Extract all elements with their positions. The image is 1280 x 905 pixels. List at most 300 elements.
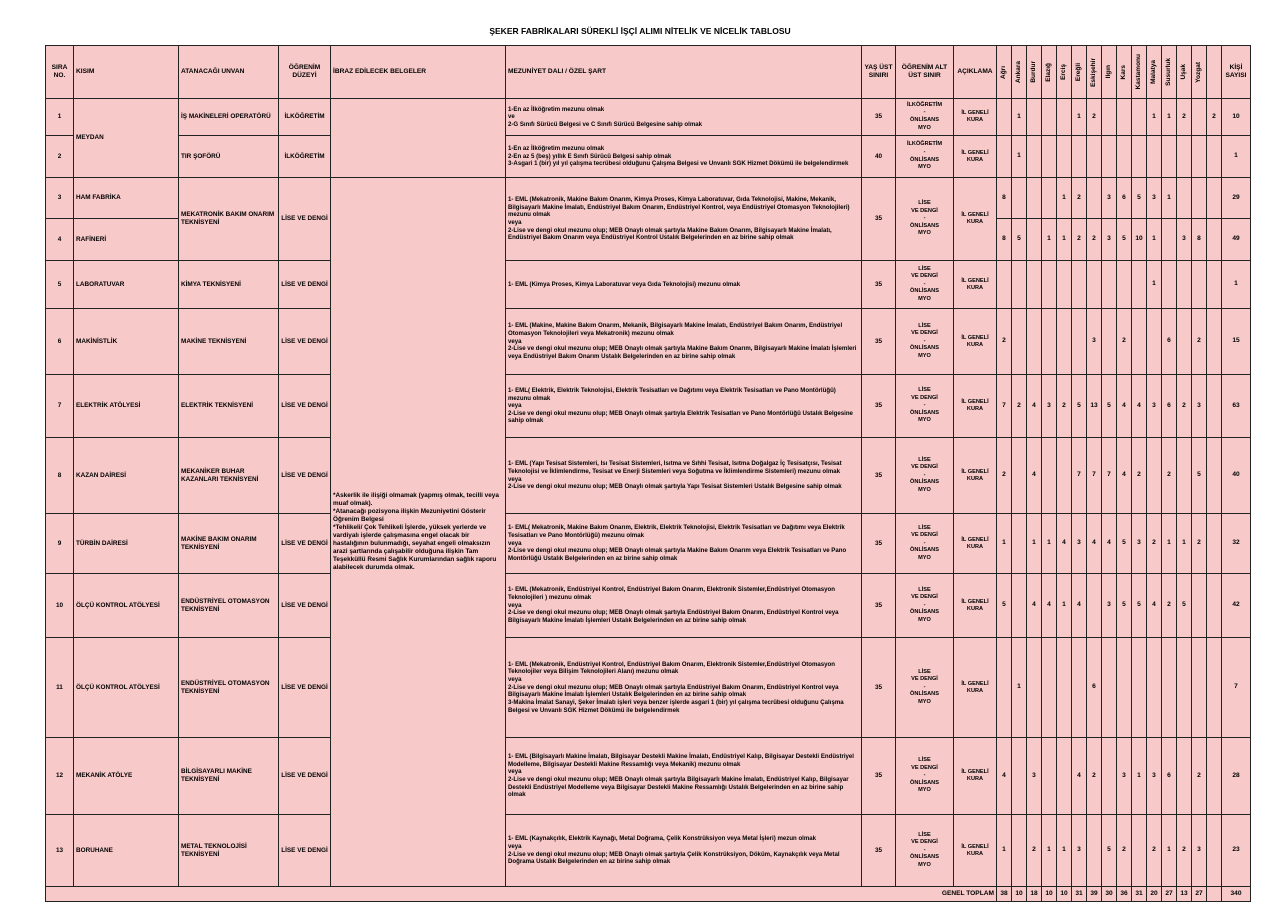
row-alt-ust: İLKÖĞRETİM - ÖNLİSANS MYO [896, 136, 954, 178]
row-city-count: 4 [1117, 375, 1132, 438]
table-row [46, 99, 1251, 136]
row-city-count [1207, 574, 1222, 638]
row-city-count: 2 [1147, 514, 1162, 574]
row-city-count [1207, 514, 1222, 574]
header-city: Kastamonu [1132, 46, 1147, 99]
row-city-count [1117, 638, 1132, 738]
table-row [46, 261, 1251, 309]
row-city-count: 5 [1192, 438, 1207, 514]
header-city: Malatya [1147, 46, 1162, 99]
row-city-count [1207, 815, 1222, 887]
table-row [46, 514, 1251, 574]
row-city-count: 2 [1012, 375, 1027, 438]
row-unvan: ENDÜSTRİYEL OTOMASYON TEKNİSYENİ [179, 638, 279, 738]
row-city-count [1162, 219, 1177, 261]
row-number: 12 [46, 738, 74, 815]
row-city-count [1102, 738, 1117, 815]
row-aciklama: İL GENELİ KURA [954, 514, 997, 574]
header-city: Uşak [1177, 46, 1192, 99]
row-city-count: 3 [1072, 815, 1087, 887]
row-unvan: ENDÜSTRİYEL OTOMASYON TEKNİSYENİ [179, 574, 279, 638]
row-alt-ust: LİSE VE DENGİ - ÖNLİSANS MYO [896, 438, 954, 514]
row-number: 3 [46, 178, 74, 219]
row-ogrenim: LİSE VE DENGİ [279, 261, 331, 309]
row-city-count: 2 [1177, 815, 1192, 887]
row-city-count: 5 [1117, 219, 1132, 261]
row-city-count: 8 [1192, 219, 1207, 261]
total-city-count: 27 [1162, 887, 1177, 902]
row-kisim: LABORATUVAR [74, 261, 179, 309]
row-number: 1 [46, 99, 74, 136]
row-city-count [1087, 574, 1102, 638]
row-alt-ust: LİSE VE DENGİ - ÖNLİSANS MYO [896, 815, 954, 887]
row-city-count: 2 [1117, 309, 1132, 375]
total-city-blank [1207, 887, 1222, 902]
row-city-count: 3 [1087, 309, 1102, 375]
header-city: Elazığ [1042, 46, 1057, 99]
row-city-count [1192, 574, 1207, 638]
row-city-count [1072, 309, 1087, 375]
row-aciklama: İL GENELİ KURA [954, 261, 997, 309]
row-yas: 40 [862, 136, 896, 178]
row-mezuniyet: 1- EML (Mekatronik, Makine Bakım Onarım, Kimya Proses, Kimya Laboratuvar, Gıda Teknolojisi, Makine, Mekanik, Bilgisayarlı Makine İmalatı, Endüstriyel Bakım Onarım, Endüstriyel Kontrol, veya Endüstriyel Otomasyon Teknolojileri) mezunu olmak veya 2-Lise ve dengi okul mezunu olup; MEB Onaylı olmak şartıyla Makine Bakım Onarım, Bilgisayarlı Makine İmalatı, Endüstriyel Bakım Onarım veya Endüstriyel Kontrol Ustalık Belgelerinden en az birine sahip olmak [506, 178, 862, 261]
row-kisi: 49 [1222, 219, 1251, 261]
total-row [46, 887, 1251, 902]
row-ogrenim: LİSE VE DENGİ [279, 375, 331, 438]
row-city-count: 1 [1012, 638, 1027, 738]
header-row [46, 46, 1251, 99]
row-kisi: 1 [1222, 261, 1251, 309]
row-yas: 35 [862, 738, 896, 815]
row-city-count: 1 [1162, 178, 1177, 219]
row-city-count [1027, 99, 1042, 136]
row-city-count [1192, 99, 1207, 136]
row-mezuniyet: 1- EML (Makine, Makine Bakım Onarım, Mekanik, Bilgisayarlı Makine İmalatı, Endüstriyel Bakım Onarım, Endüstriyel Otomasyon Teknolojileri veya Mekatronik) mezunu olmak veya 2-Lise ve dengi okul mezunu olup; MEB Onaylı olmak şartıyla Makine Bakım Onarım, Bilgisayarlı Makine İmalatı İşlemleri veya Endüstriyel Bakım Onarım Ustalık Belgelerinden en az birine sahip olmak [506, 309, 862, 375]
row-city-count [1012, 261, 1027, 309]
row-city-count [1102, 261, 1117, 309]
row-ogrenim: LİSE VE DENGİ [279, 514, 331, 574]
row-city-count: 2 [1177, 375, 1192, 438]
row-city-count [1162, 261, 1177, 309]
table-row [46, 438, 1251, 514]
row-city-count: 3 [1147, 738, 1162, 815]
row-city-count [1102, 309, 1117, 375]
total-city-count: 18 [1027, 887, 1042, 902]
row-city-count: 2 [1027, 815, 1042, 887]
row-city-count: 3 [1102, 574, 1117, 638]
row-city-count: 4 [1027, 375, 1042, 438]
row-city-count: 3 [1147, 375, 1162, 438]
row-kisi: 23 [1222, 815, 1251, 887]
header-city: Erciş [1057, 46, 1072, 99]
table-row [46, 309, 1251, 375]
row-city-count: 6 [1162, 738, 1177, 815]
row-unvan: İŞ MAKİNELERİ OPERATÖRÜ [179, 99, 279, 136]
row-city-count [1132, 99, 1147, 136]
row-aciklama: İL GENELİ KURA [954, 99, 997, 136]
row-yas: 35 [862, 99, 896, 136]
row-city-count: 3 [1177, 219, 1192, 261]
row-city-count [1207, 261, 1222, 309]
row-kisim: HAM FABRİKA [74, 178, 179, 219]
header-city: Ilgın [1102, 46, 1117, 99]
row-city-count: 2 [1072, 219, 1087, 261]
row-belgeler [331, 99, 506, 178]
row-city-count: 1 [1162, 815, 1177, 887]
row-mezuniyet: 1-En az İlköğretim mezunu olmak 2-En az 5 (beş) yıllık E Sınıfı Sürücü Belgesi sahip olmak 3-Asgari 1 (bir) yıl yıl çalışma tecrübesi olduğunu Çalışma Belgesi ve Unvanlı SGK Hizmet Dökümü ile belgelendirmek [506, 136, 862, 178]
row-city-count: 1 [1072, 99, 1087, 136]
row-mezuniyet: 1- EML (Yapı Tesisat Sistemleri, Isı Tesisat Sistemleri, Isıtma ve Sıhhi Tesisat, Isıtma Doğalgaz İç Tesisatçısı, Tesisat Teknolojisi ve İklimlendirme, Tesisat ve Enerji Sistemleri veya Soğutma ve İklimlendirme Sistemleri) mezunu olmak veya 2-Lise ve dengi okul mezunu olup; MEB Onaylı olmak şartıyla Yapı Tesisat Sistemleri Ustalık Belgesine sahip olmak [506, 438, 862, 514]
row-city-count: 1 [1042, 514, 1057, 574]
row-city-count: 3 [1042, 375, 1057, 438]
total-city-count: 38 [997, 887, 1012, 902]
row-city-count [1147, 136, 1162, 178]
row-city-count: 2 [1207, 99, 1222, 136]
row-city-count [1132, 638, 1147, 738]
row-city-count [1042, 438, 1057, 514]
row-city-count: 2 [1177, 99, 1192, 136]
row-city-count [1087, 136, 1102, 178]
row-number: 7 [46, 375, 74, 438]
row-city-count: 3 [1132, 514, 1147, 574]
row-number: 2 [46, 136, 74, 178]
row-aciklama: İL GENELİ KURA [954, 638, 997, 738]
row-city-count [1027, 309, 1042, 375]
row-yas: 35 [862, 815, 896, 887]
row-kisi: 7 [1222, 638, 1251, 738]
row-city-count [1207, 438, 1222, 514]
row-city-count [1042, 136, 1057, 178]
row-city-count [1042, 178, 1057, 219]
header-ogrenim: ÖĞRENİM DÜZEYİ [279, 46, 331, 99]
row-alt-ust: LİSE VE DENGİ - ÖNLİSANS MYO [896, 514, 954, 574]
table-row [46, 638, 1251, 738]
row-city-count: 1 [1147, 99, 1162, 136]
row-yas: 35 [862, 514, 896, 574]
header-city-blank [1207, 46, 1222, 99]
row-city-count [1132, 136, 1147, 178]
row-city-count: 1 [997, 514, 1012, 574]
row-city-count [1072, 136, 1087, 178]
row-city-count: 2 [1192, 514, 1207, 574]
table-row [46, 136, 1251, 178]
row-kisim: BORUHANE [74, 815, 179, 887]
row-ogrenim: İLKÖĞRETİM [279, 136, 331, 178]
row-city-count [1207, 375, 1222, 438]
header-city: Susurluk [1162, 46, 1177, 99]
row-city-count [1057, 261, 1072, 309]
row-aciklama: İL GENELİ KURA [954, 574, 997, 638]
total-city-count: 31 [1072, 887, 1087, 902]
row-number: 4 [46, 219, 74, 261]
row-city-count: 5 [1117, 514, 1132, 574]
header-city: Yozgat [1192, 46, 1207, 99]
row-kisim: MEKANİK ATÖLYE [74, 738, 179, 815]
row-city-count: 4 [1072, 574, 1087, 638]
row-city-count [1042, 261, 1057, 309]
header-city: Ağrı [997, 46, 1012, 99]
row-kisi: 10 [1222, 99, 1251, 136]
row-city-count: 7 [1087, 438, 1102, 514]
row-kisim: ÖLÇÜ KONTROL ATÖLYESİ [74, 638, 179, 738]
row-city-count [1042, 309, 1057, 375]
header-alt-ust: ÖĞRENİM ALT ÜST SINIR [896, 46, 954, 99]
header-kisim: KISIM [74, 46, 179, 99]
total-label: GENEL TOPLAM [46, 887, 997, 902]
row-unvan: KİMYA TEKNİSYENİ [179, 261, 279, 309]
row-city-count: 3 [1102, 219, 1117, 261]
row-city-count [997, 261, 1012, 309]
row-city-count [1057, 738, 1072, 815]
row-mezuniyet: 1- EML (Kimya Proses, Kimya Laboratuvar veya Gıda Teknolojisi) mezunu olmak [506, 261, 862, 309]
row-mezuniyet: 1- EML (Kaynakçılık, Elektrik Kaynağı, Metal Doğrama, Çelik Konstrüksiyon veya Metal İşleri) mezun olmak veya 2-Lise ve dengi okul mezunu olup; MEB Onaylı olmak şartıyla Çelik Konstrüksiyon, Döküm, Kaynakçılık veya Metal Doğrama Ustalık Belgelerinden en az birine sahip olmak [506, 815, 862, 887]
row-city-count: 5 [1102, 375, 1117, 438]
row-unvan: BİLGİSAYARLI MAKİNE TEKNİSYENİ [179, 738, 279, 815]
row-city-count: 1 [1057, 574, 1072, 638]
row-city-count [1132, 309, 1147, 375]
row-city-count [1162, 136, 1177, 178]
row-ogrenim: LİSE VE DENGİ [279, 438, 331, 514]
row-number: 11 [46, 638, 74, 738]
row-city-count [1102, 136, 1117, 178]
row-kisi: 40 [1222, 438, 1251, 514]
total-city-count: 39 [1087, 887, 1102, 902]
row-city-count [1177, 309, 1192, 375]
row-city-count [1012, 178, 1027, 219]
row-city-count [1177, 178, 1192, 219]
row-city-count [1177, 136, 1192, 178]
row-city-count [1162, 638, 1177, 738]
row-city-count [1192, 638, 1207, 738]
row-ogrenim: LİSE VE DENGİ [279, 815, 331, 887]
row-city-count: 13 [1087, 375, 1102, 438]
row-yas: 35 [862, 638, 896, 738]
row-alt-ust: LİSE VE DENGİ - ÖNLİSANS MYO [896, 261, 954, 309]
row-city-count [1177, 438, 1192, 514]
total-city-count: 27 [1192, 887, 1207, 902]
row-ogrenim: LİSE VE DENGİ [279, 178, 331, 261]
row-city-count [1012, 438, 1027, 514]
row-ogrenim: LİSE VE DENGİ [279, 309, 331, 375]
row-aciklama: İL GENELİ KURA [954, 438, 997, 514]
row-city-count: 2 [997, 309, 1012, 375]
row-city-count [1147, 309, 1162, 375]
row-city-count: 4 [1102, 514, 1117, 574]
row-city-count [1207, 309, 1222, 375]
row-mezuniyet: 1- EML( Mekatronik, Makine Bakım Onarım, Elektrik, Elektrik Teknolojisi, Elektrik Tesisatları ve Dağıtımı veya Elektrik Tesisatları ve Pano Montörlüğü) mezunu olmak veya 2-Lise ve dengi okul mezunu olup; MEB Onaylı olmak şartıyla Makine Bakım Onarım veya Elektrik Tesisatları ve Pano Montörlüğü Ustalık Belgelerinden en az birine sahip olmak [506, 514, 862, 574]
row-city-count: 5 [1132, 178, 1147, 219]
row-city-count [997, 638, 1012, 738]
row-number: 5 [46, 261, 74, 309]
row-city-count: 2 [1057, 375, 1072, 438]
row-ogrenim: LİSE VE DENGİ [279, 738, 331, 815]
row-yas: 35 [862, 261, 896, 309]
row-mezuniyet: 1-En az İlköğretim mezunu olmak ve 2-G Sınıfı Sürücü Belgesi ve C Sınıfı Sürücü Belgesine sahip olmak [506, 99, 862, 136]
header-aciklama: AÇIKLAMA [954, 46, 997, 99]
table-row [46, 574, 1251, 638]
row-city-count [1207, 638, 1222, 738]
row-city-count: 1 [1027, 514, 1042, 574]
row-city-count: 7 [1102, 438, 1117, 514]
row-city-count: 4 [997, 738, 1012, 815]
row-city-count: 6 [1117, 178, 1132, 219]
row-city-count [997, 99, 1012, 136]
row-city-count [1027, 178, 1042, 219]
row-mezuniyet: 1- EML (Mekatronik, Endüstriyel Kontrol, Endüstriyel Bakım Onarım, Elektronik Sistemler,Endüstriyel Otomasyon Teknolojiler veya Bilişim Teknolojileri Alanı) mezunu olmak veya 2-Lise ve dengi okul mezunu olup; MEB Onaylı olmak şartıyla Endüstriyel Bakım Onarım, Endüstriyel Kontrol veya Bilgisayarlı Makine İmalatı İşlemleri Ustalık Belgelerinden en az birine sahip olmak 3-Makina İmalat Sanayi, Şeker İmalatı işleri veya benzer işlerde asgari 1 (bir) yıl çalışma tecrübesi olduğunu Çalışma Belgesi ve Unvanlı SGK Hizmet Dökümü ile belgelendirmek [506, 638, 862, 738]
row-city-count [1132, 261, 1147, 309]
row-city-count: 1 [1057, 178, 1072, 219]
header-city: Ereğli [1072, 46, 1087, 99]
row-city-count [1177, 738, 1192, 815]
row-city-count: 1 [1162, 99, 1177, 136]
row-city-count [1012, 738, 1027, 815]
row-alt-ust: LİSE VE DENGİ - ÖNLİSANS MYO [896, 638, 954, 738]
row-city-count [1117, 261, 1132, 309]
row-city-count [1132, 815, 1147, 887]
row-city-count [1192, 136, 1207, 178]
row-city-count [1207, 178, 1222, 219]
row-city-count [1027, 638, 1042, 738]
row-unvan: ELEKTRİK TEKNİSYENİ [179, 375, 279, 438]
row-city-count: 1 [1057, 219, 1072, 261]
header-city: Kars [1117, 46, 1132, 99]
row-ogrenim: LİSE VE DENGİ [279, 574, 331, 638]
row-city-count: 5 [1177, 574, 1192, 638]
table-row [46, 375, 1251, 438]
row-mezuniyet: 1- EML (Mekatronik, Endüstriyel Kontrol, Endüstriyel Bakım Onarım, Elektronik Sistemler,Endüstriyel Otomasyon Teknolojileri ) mezunu olmak veya 2-Lise ve dengi okul mezunu olup; MEB Onaylı olmak şartıyla Endüstriyel Bakım Onarım, Endüstriyel Kontrol veya Bilgisayarlı Makine İmalatı İşlemleri Ustalık Belgelerinden en az birine sahip olmak [506, 574, 862, 638]
row-belgeler: *Askerlik ile ilişiği olmamak (yapmış olmak, tecilli veya muaf olmak). *Atanacağı pozisyona ilişkin Mezuniyetini Gösterir Öğrenim Belgesi *Tehlikeli/ Çok Tehlikeli İşlerde, yüksek yerlerde ve vardiyalı işlerde çalışmasına engel olacak bir hastalığının bulunmadığı, seyahat engeli olmaksızın arazi şartlarında çalışabilir olduğuna ilişkin Tam Teşekküllü Resmi Sağlık Kurumlarından sağlık raporu alabilecek durumda olmak. [331, 178, 506, 887]
row-city-count [1042, 99, 1057, 136]
row-city-count [1207, 738, 1222, 815]
row-city-count: 1 [1057, 815, 1072, 887]
row-city-count: 3 [1072, 514, 1087, 574]
row-yas: 35 [862, 574, 896, 638]
row-city-count [1147, 438, 1162, 514]
row-city-count: 4 [1027, 438, 1042, 514]
row-city-count: 4 [1072, 738, 1087, 815]
row-city-count: 4 [1057, 514, 1072, 574]
header-mezuniyet: MEZUNİYET DALI / ÖZEL ŞART [506, 46, 862, 99]
row-kisim: MAKİNİSTLİK [74, 309, 179, 375]
row-mezuniyet: 1- EML (Bilgisayarlı Makine İmalatı, Bilgisayar Destekli Makine İmalatı, Endüstriyel Kalıp, Bilgisayar Destekli Endüstriyel Modelleme, Bilgisayar Destekli Makine Ressamlığı veya Mekanik) mezunu olmak veya 2-Lise ve dengi okul mezunu olup; MEB Onaylı olmak şartıyla Bilgisayarlı Makine İmalatı, Endüstriyel Kalıp, Bilgisayar Destekli Endüstriyel Modelleme veya Bilgisayar Destekli Makine Ressamlığı Ustalık Belgelerinden en az birine sahip olmak [506, 738, 862, 815]
header-yas: YAŞ ÜST SINIRI [862, 46, 896, 99]
row-kisi: 15 [1222, 309, 1251, 375]
row-city-count: 1 [1177, 514, 1192, 574]
row-number: 6 [46, 309, 74, 375]
row-alt-ust: LİSE VE DENGİ - ÖNLİSANS MYO [896, 178, 954, 261]
row-city-count: 2 [1192, 309, 1207, 375]
row-city-count: 2 [1162, 574, 1177, 638]
row-city-count: 5 [997, 574, 1012, 638]
total-city-count: 20 [1147, 887, 1162, 902]
row-alt-ust: LİSE VE DENGİ - ÖNLİSANS MYO [896, 574, 954, 638]
header-city: Eskişehir [1087, 46, 1102, 99]
row-city-count [1057, 309, 1072, 375]
row-kisi: 29 [1222, 178, 1251, 219]
row-city-count [1207, 219, 1222, 261]
row-aciklama: İL GENELİ KURA [954, 815, 997, 887]
row-city-count: 4 [1147, 574, 1162, 638]
row-city-count: 2 [1132, 438, 1147, 514]
row-city-count: 2 [1192, 738, 1207, 815]
row-yas: 35 [862, 309, 896, 375]
total-city-count: 10 [1057, 887, 1072, 902]
row-kisim: KAZAN DAİRESİ [74, 438, 179, 514]
row-city-count: 4 [1132, 375, 1147, 438]
row-city-count: 3 [1027, 738, 1042, 815]
row-city-count: 2 [1087, 99, 1102, 136]
row-city-count [1192, 261, 1207, 309]
row-unvan: TIR ŞOFÖRÜ [179, 136, 279, 178]
row-aciklama: İL GENELİ KURA [954, 178, 997, 261]
row-city-count: 1 [1162, 514, 1177, 574]
table-row [46, 815, 1251, 887]
row-city-count: 5 [1012, 219, 1027, 261]
row-kisim: ÖLÇÜ KONTROL ATÖLYESİ [74, 574, 179, 638]
row-unvan: MAKİNE BAKIM ONARIM TEKNİSYENİ [179, 514, 279, 574]
row-yas: 35 [862, 178, 896, 261]
row-alt-ust: İLKÖĞRETİM - ÖNLİSANS MYO [896, 99, 954, 136]
row-city-count: 8 [997, 178, 1012, 219]
row-city-count: 3 [1192, 815, 1207, 887]
row-unvan: MEKATRONİK BAKIM ONARIM TEKNİSYENİ [179, 178, 279, 261]
row-city-count [1012, 574, 1027, 638]
row-kisi: 32 [1222, 514, 1251, 574]
row-kisi: 63 [1222, 375, 1251, 438]
row-city-count: 4 [1117, 438, 1132, 514]
row-number: 10 [46, 574, 74, 638]
row-city-count [1072, 261, 1087, 309]
row-city-count [1042, 638, 1057, 738]
row-city-count [1102, 99, 1117, 136]
row-kisim: TÜRBİN DAİRESİ [74, 514, 179, 574]
total-city-count: 31 [1132, 887, 1147, 902]
row-city-count: 1 [1042, 219, 1057, 261]
row-city-count [1042, 738, 1057, 815]
row-aciklama: İL GENELİ KURA [954, 375, 997, 438]
row-number: 8 [46, 438, 74, 514]
header-belge: İBRAZ EDİLECEK BELGELER [331, 46, 506, 99]
row-city-count: 4 [1042, 574, 1057, 638]
row-city-count: 5 [1117, 574, 1132, 638]
row-city-count [1012, 514, 1027, 574]
row-city-count: 7 [997, 375, 1012, 438]
row-city-count: 5 [1072, 375, 1087, 438]
row-city-count: 1 [997, 815, 1012, 887]
row-city-count [1027, 219, 1042, 261]
row-unvan: MAKİNE TEKNİSYENİ [179, 309, 279, 375]
row-city-count [997, 136, 1012, 178]
table-row [46, 738, 1251, 815]
row-alt-ust: LİSE VE DENGİ - ÖNLİSANS MYO [896, 309, 954, 375]
row-city-count: 3 [1147, 178, 1162, 219]
row-kisim: MEYDAN [74, 99, 179, 178]
header-kisi: KİŞİ SAYISI [1222, 46, 1251, 99]
row-city-count [1057, 136, 1072, 178]
row-kisim: ELEKTRİK ATÖLYESİ [74, 375, 179, 438]
row-city-count: 6 [1162, 375, 1177, 438]
row-number: 13 [46, 815, 74, 887]
row-city-count: 2 [1117, 815, 1132, 887]
row-city-count: 2 [997, 438, 1012, 514]
row-yas: 35 [862, 438, 896, 514]
row-ogrenim: İLKÖĞRETİM [279, 99, 331, 136]
row-unvan: METAL TEKNOLOJİSİ TEKNİSYENİ [179, 815, 279, 887]
row-unvan: MEKANİKER BUHAR KAZANLARI TEKNİSYENİ [179, 438, 279, 514]
row-city-count [1102, 638, 1117, 738]
row-aciklama: İL GENELİ KURA [954, 738, 997, 815]
row-city-count: 5 [1132, 574, 1147, 638]
